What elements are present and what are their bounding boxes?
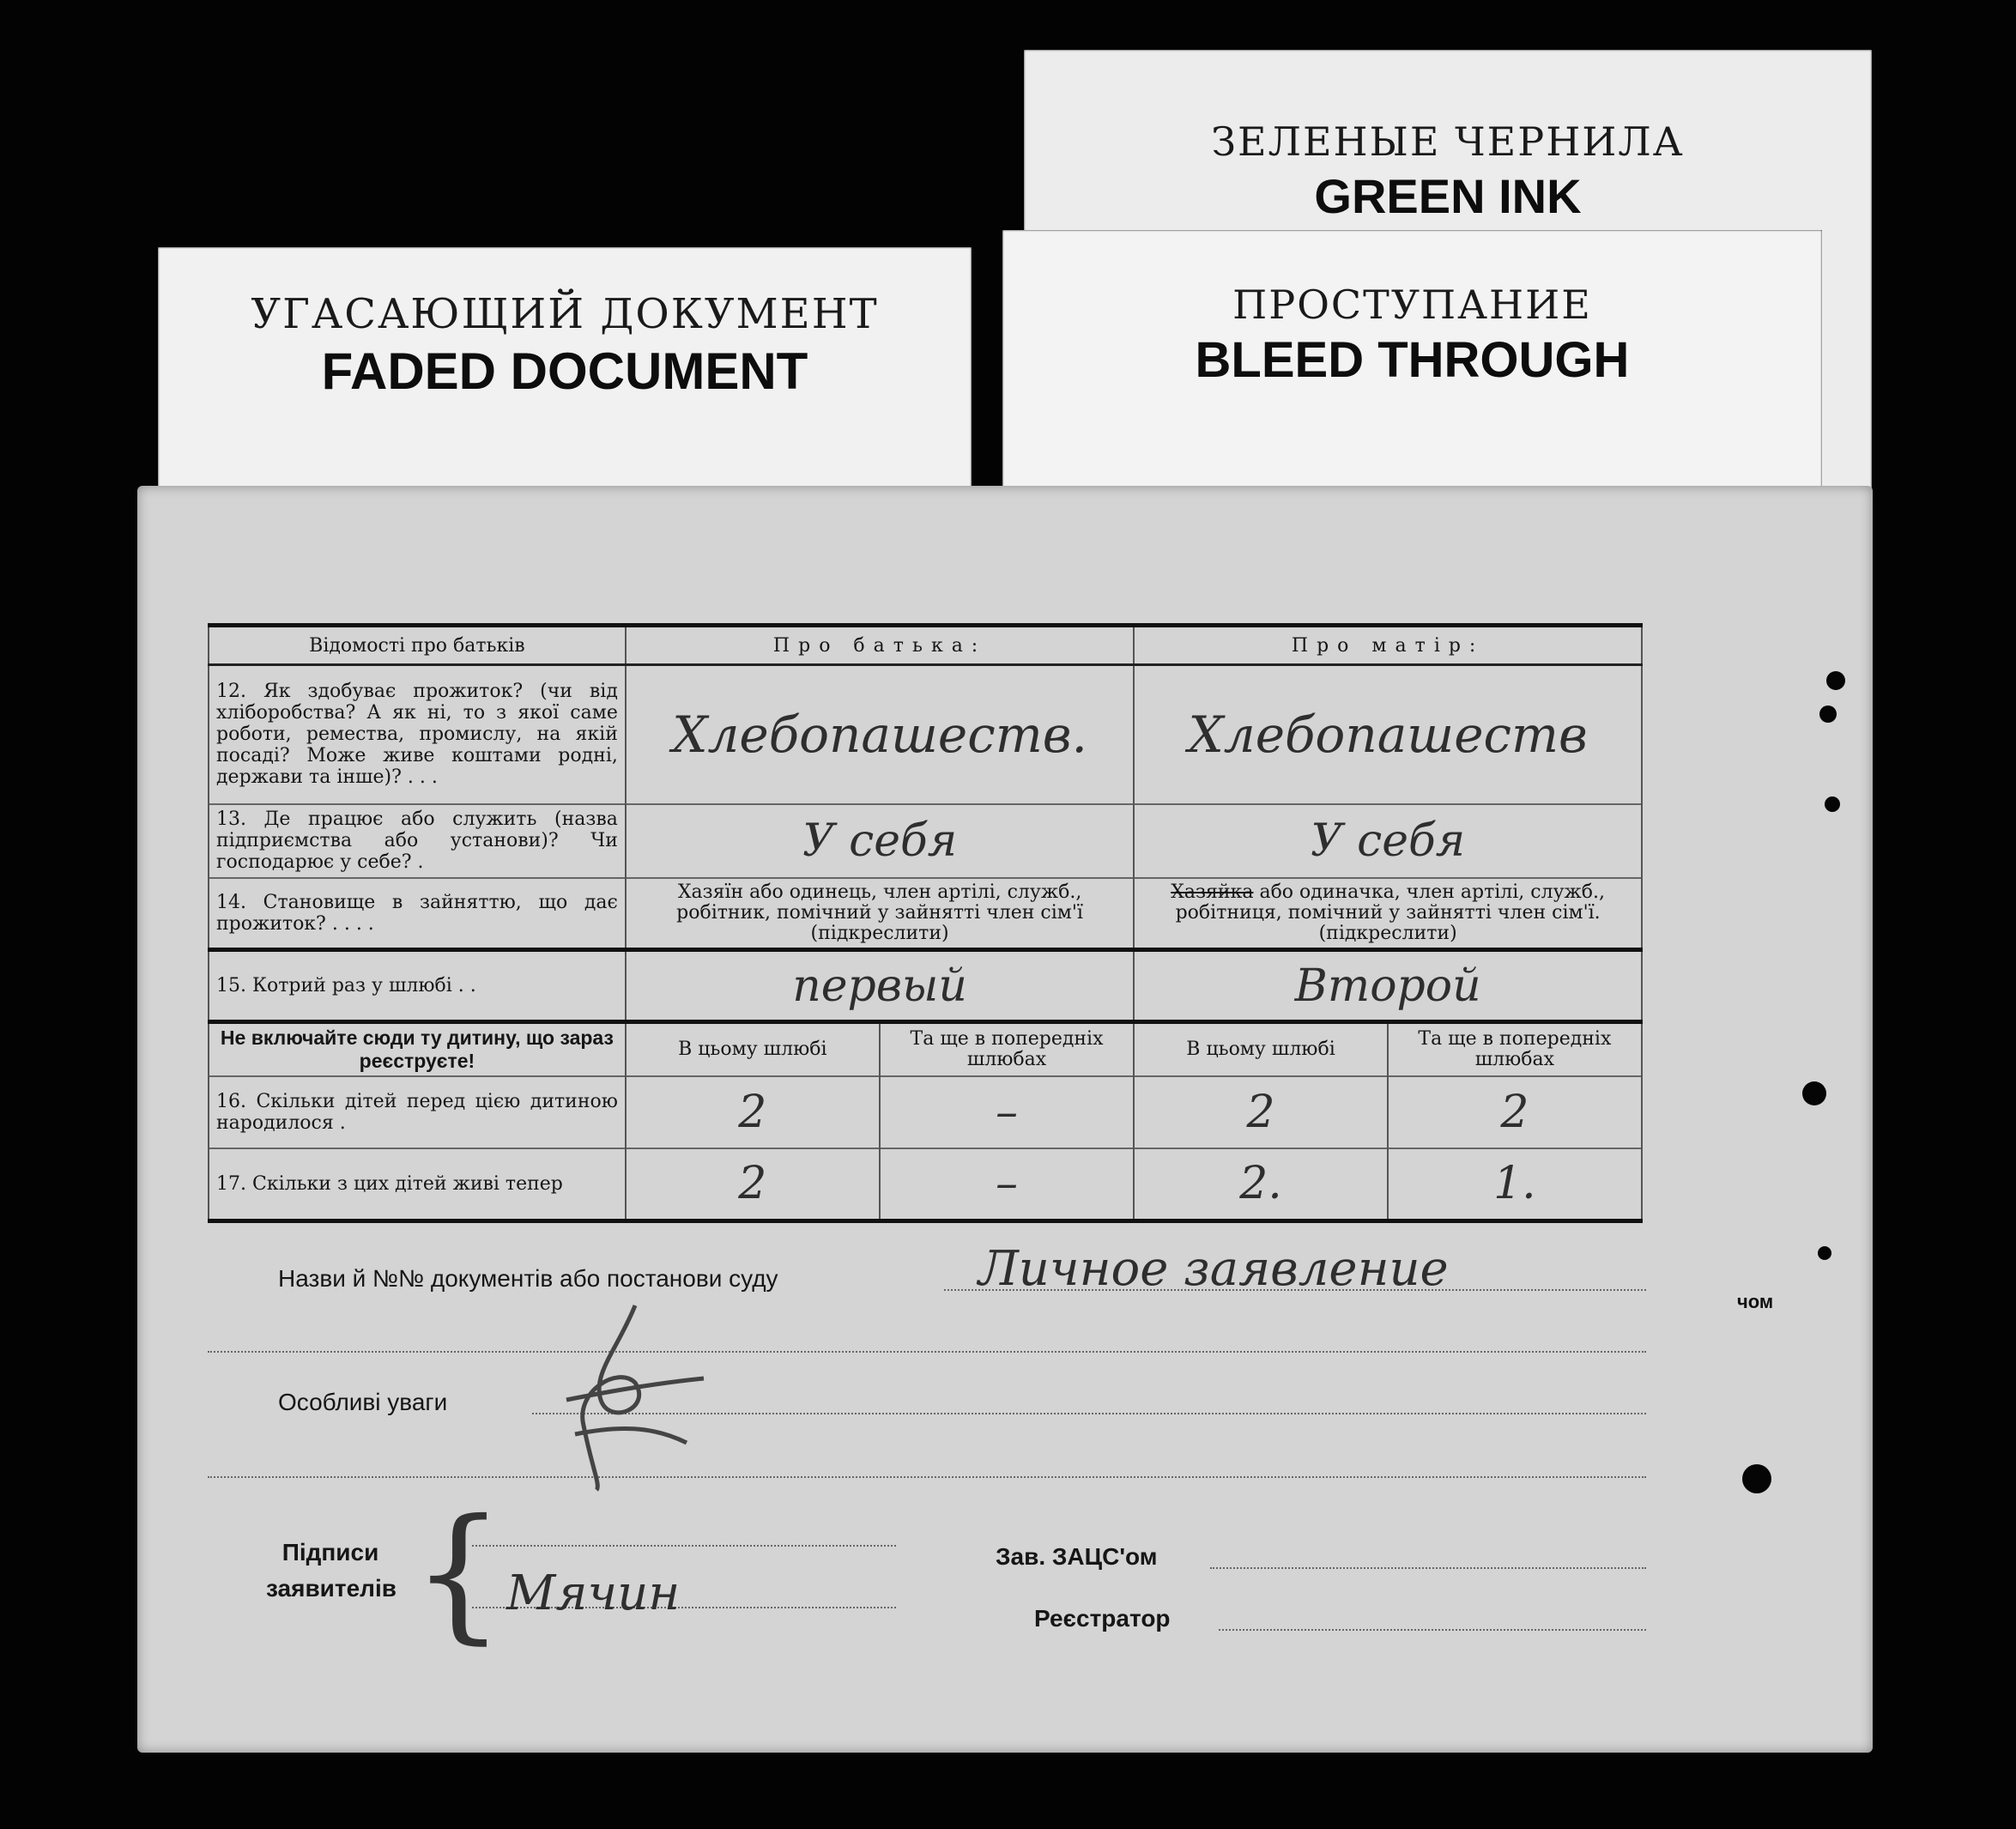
applicant-signature: Мячин bbox=[506, 1566, 681, 1621]
q16-father-prev: – bbox=[880, 1076, 1134, 1148]
q15-father-value: первый bbox=[626, 950, 1134, 1022]
registrar-dotted-line bbox=[1219, 1629, 1646, 1631]
notes-scribble-mark bbox=[541, 1297, 712, 1494]
bleed-through-tag bbox=[1002, 230, 1822, 496]
q16-father-this: 2 bbox=[626, 1076, 880, 1148]
q14-label: 14. Становище в зайняттю, що дає прожиток? . . . . bbox=[209, 878, 626, 950]
q12-mother-value: Хлебопашеств bbox=[1134, 665, 1642, 804]
faded-document-tag bbox=[158, 247, 972, 496]
head-label: Зав. ЗАЦС'ом bbox=[996, 1543, 1158, 1570]
row-q17 bbox=[209, 1148, 1642, 1220]
q17-father-this: 2 bbox=[626, 1148, 880, 1220]
edge-text-fragment: чом bbox=[1737, 1291, 1774, 1312]
green-ink-en: GREEN INK bbox=[1314, 169, 1582, 223]
special-notes-label: Особливі уваги bbox=[278, 1389, 448, 1415]
registrar-label: Реєстратор bbox=[1034, 1605, 1171, 1632]
q15-mother-value: Второй bbox=[1134, 950, 1642, 1022]
q13-father-value: У себя bbox=[626, 804, 1134, 878]
parents-info-table bbox=[208, 623, 1643, 1223]
faded-document-ru: УГАСАЮЩИЙ ДОКУМЕНТ bbox=[251, 290, 879, 338]
q16-mother-this: 2 bbox=[1134, 1076, 1388, 1148]
q17-label: 17. Скільки з цих дітей живі тепер bbox=[209, 1148, 626, 1220]
q14-father-options: Хазяїн або одинець, член артілі, служб., робітник, помічний у зайнятті член сім'ї (підкреслити) bbox=[626, 878, 1134, 950]
q16-label: 16. Скільки дітей перед цією дитиною народилося . bbox=[209, 1076, 626, 1148]
q16-mother-prev: 2 bbox=[1388, 1076, 1642, 1148]
binding-hole-2 bbox=[1819, 706, 1837, 723]
q17-father-prev: – bbox=[880, 1148, 1134, 1220]
q17-mother-prev: 1. bbox=[1388, 1148, 1642, 1220]
q12-label: 12. Як здобуває прожиток? (чи від хліборобства? А як ні, то з якої саме роботи, ремества, промислу, на якій посаді? Може живе коштами родні, держави та інше)? . . . bbox=[209, 665, 626, 804]
signatures-brace: { bbox=[412, 1488, 506, 1658]
record-page bbox=[137, 486, 1873, 1753]
head-dotted-line bbox=[1210, 1567, 1646, 1569]
row-q15 bbox=[209, 950, 1642, 1022]
documents-value: Личное заявление bbox=[978, 1241, 1449, 1297]
header-mother: Про матір: bbox=[1134, 626, 1642, 665]
row-q12 bbox=[209, 665, 1642, 804]
row-q14 bbox=[209, 878, 1642, 950]
binding-hole-1 bbox=[1826, 671, 1845, 690]
row-q16 bbox=[209, 1076, 1642, 1148]
q13-label: 13. Де працює або служить (назва підприємства або установи)? Чи господарює у себе? . bbox=[209, 804, 626, 878]
faded-document-en: FADED DOCUMENT bbox=[321, 342, 808, 400]
header-parents-info: Відомості про батьків bbox=[209, 626, 626, 665]
special-notes-dotted-line-2 bbox=[208, 1476, 1646, 1478]
documents-dotted-line-2 bbox=[208, 1351, 1646, 1353]
q15-label: 15. Котрий раз у шлюбі . . bbox=[209, 950, 626, 1022]
table-header-row bbox=[209, 626, 1642, 665]
signatures-label: Підписи заявителів bbox=[266, 1539, 397, 1602]
row-q13 bbox=[209, 804, 1642, 878]
binding-hole-3 bbox=[1825, 796, 1840, 812]
binding-hole-5 bbox=[1818, 1246, 1831, 1260]
q14-mother-options-text: або одиначка, член артілі, служб., робітниця, помічний у зайнятті член сім'ї. (підкреслити) bbox=[1175, 881, 1605, 944]
q14-mother-options bbox=[1134, 878, 1642, 950]
q13-mother-value: У себя bbox=[1134, 804, 1642, 878]
father-this-marriage-header: В цьому шлюбі bbox=[626, 1022, 880, 1077]
documents-label: Назви й №№ документів або постанови суду bbox=[278, 1265, 778, 1292]
q14-mother-struck-word: Хазяйка bbox=[1171, 881, 1254, 903]
row-children-header bbox=[209, 1022, 1642, 1077]
mother-prev-marriage-header: Та ще в попередніх шлюбах bbox=[1388, 1022, 1642, 1077]
header-father: Про батька: bbox=[626, 626, 1134, 665]
bleed-through-en: BLEED THROUGH bbox=[1195, 332, 1630, 388]
q12-father-value: Хлебопашеств. bbox=[626, 665, 1134, 804]
mother-this-marriage-header: В цьому шлюбі bbox=[1134, 1022, 1388, 1077]
green-ink-ru: ЗЕЛЕНЫЕ ЧЕРНИЛА bbox=[1211, 118, 1685, 165]
children-note: Не включайте сюди ту дитину, що зараз реєструєте! bbox=[209, 1022, 626, 1077]
bleed-through-ru: ПРОСТУПАНИЕ bbox=[1232, 282, 1592, 328]
binding-hole-4 bbox=[1802, 1081, 1826, 1105]
father-prev-marriage-header: Та ще в попередніх шлюбах bbox=[880, 1022, 1134, 1077]
binding-hole-6 bbox=[1742, 1464, 1771, 1493]
signature-line-1 bbox=[472, 1545, 896, 1547]
q17-mother-this: 2. bbox=[1134, 1148, 1388, 1220]
